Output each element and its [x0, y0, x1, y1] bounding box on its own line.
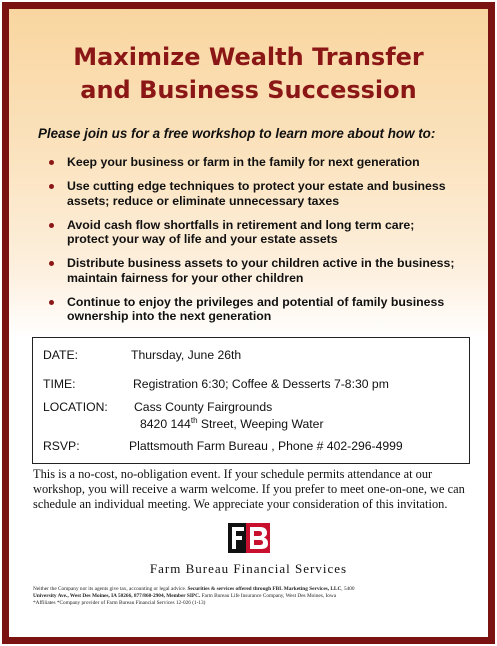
address-number: 8420 144	[140, 417, 191, 432]
invitation-line: workshop, you will receive a warm welcome. If you prefer to meet one-on-one, we can	[33, 482, 465, 496]
list-item-line: ownership into the next generation	[67, 309, 272, 323]
date-label: DATE:	[43, 348, 78, 362]
location-label: LOCATION:	[43, 400, 108, 414]
benefit-list	[49, 155, 469, 333]
flyer	[9, 9, 488, 637]
bullet-icon	[49, 160, 54, 165]
list-item-line: protect your way of life and your estate assets	[67, 232, 338, 246]
page-frame	[2, 2, 495, 644]
list-item-line: assets; reduce or eliminate unnecessary taxes	[67, 193, 340, 208]
disclaimer-part: University Ave., West Des Moines, IA 50266, 877/860-2904, Member SIPC.	[33, 593, 201, 599]
list-item	[49, 155, 469, 170]
list-item-line: Continue to enjoy the privileges and potential of family business	[67, 294, 445, 309]
disclaimer	[33, 586, 473, 607]
list-item	[49, 218, 469, 247]
address-street: Street, Weeping Water	[197, 417, 324, 432]
address-ordinal: th	[190, 416, 198, 425]
bullet-icon	[49, 184, 54, 189]
disclaimer-part: , 5400	[341, 586, 355, 592]
farm-bureau-logo-icon	[222, 523, 274, 557]
bullet-icon	[49, 300, 54, 305]
disclaimer-part: Farm Bureau Life Insurance Company	[200, 593, 284, 599]
title-line-1: Maximize Wealth Transfer	[73, 43, 424, 71]
time-label: TIME:	[43, 377, 76, 391]
flyer-title	[9, 41, 488, 107]
invitation-line: schedule an individual meeting. We appreciate your consideration of this invitation.	[33, 497, 448, 511]
location-venue: Cass County Fairgrounds	[134, 400, 273, 414]
bullet-icon	[49, 223, 54, 228]
location-address	[140, 416, 324, 431]
company-name: Farm Bureau Financial Services	[149, 561, 348, 576]
list-item-line: Avoid cash flow shortfalls in retirement and long term care;	[67, 217, 415, 232]
invitation-text	[33, 467, 473, 512]
list-item-line: Use cutting edge techniques to protect your estate and business	[67, 179, 446, 193]
list-item-line: Keep your business or farm in the family for next generation	[67, 155, 420, 169]
title-line-2: and Business Succession	[80, 76, 417, 104]
disclaimer-part: , West Des Moines, Iowa	[283, 593, 337, 599]
list-item-line: maintain fairness for your other children	[67, 270, 304, 285]
bullet-icon	[49, 261, 54, 266]
time-value: Registration 6:30; Coffee & Desserts 7-8:30 pm	[133, 377, 389, 391]
intro-text: Please join us for a free workshop to learn more about how to:	[38, 126, 436, 141]
event-details-box	[32, 337, 470, 464]
list-item	[49, 256, 469, 285]
list-item	[49, 295, 469, 324]
list-item	[49, 179, 469, 208]
disclaimer-part: Neither the Company nor its agents give tax, accounting or legal advice.	[33, 586, 188, 592]
invitation-line: This is a no-cost, no-obligation event. If your schedule permits attendance at our	[33, 467, 433, 481]
disclaimer-part: Securities & services offered through FBL Marketing Services, LLC	[187, 586, 342, 592]
list-item-line: Distribute business assets to your children active in the business;	[67, 256, 455, 270]
rsvp-value: Plattsmouth Farm Bureau , Phone # 402-296-4999	[129, 439, 403, 453]
date-value: Thursday, June 26th	[131, 348, 242, 362]
disclaimer-part: *Affiliates *Company provider of Farm Bureau Financial Services 12-026 (1-13)	[33, 600, 206, 606]
rsvp-label: RSVP:	[43, 439, 80, 453]
